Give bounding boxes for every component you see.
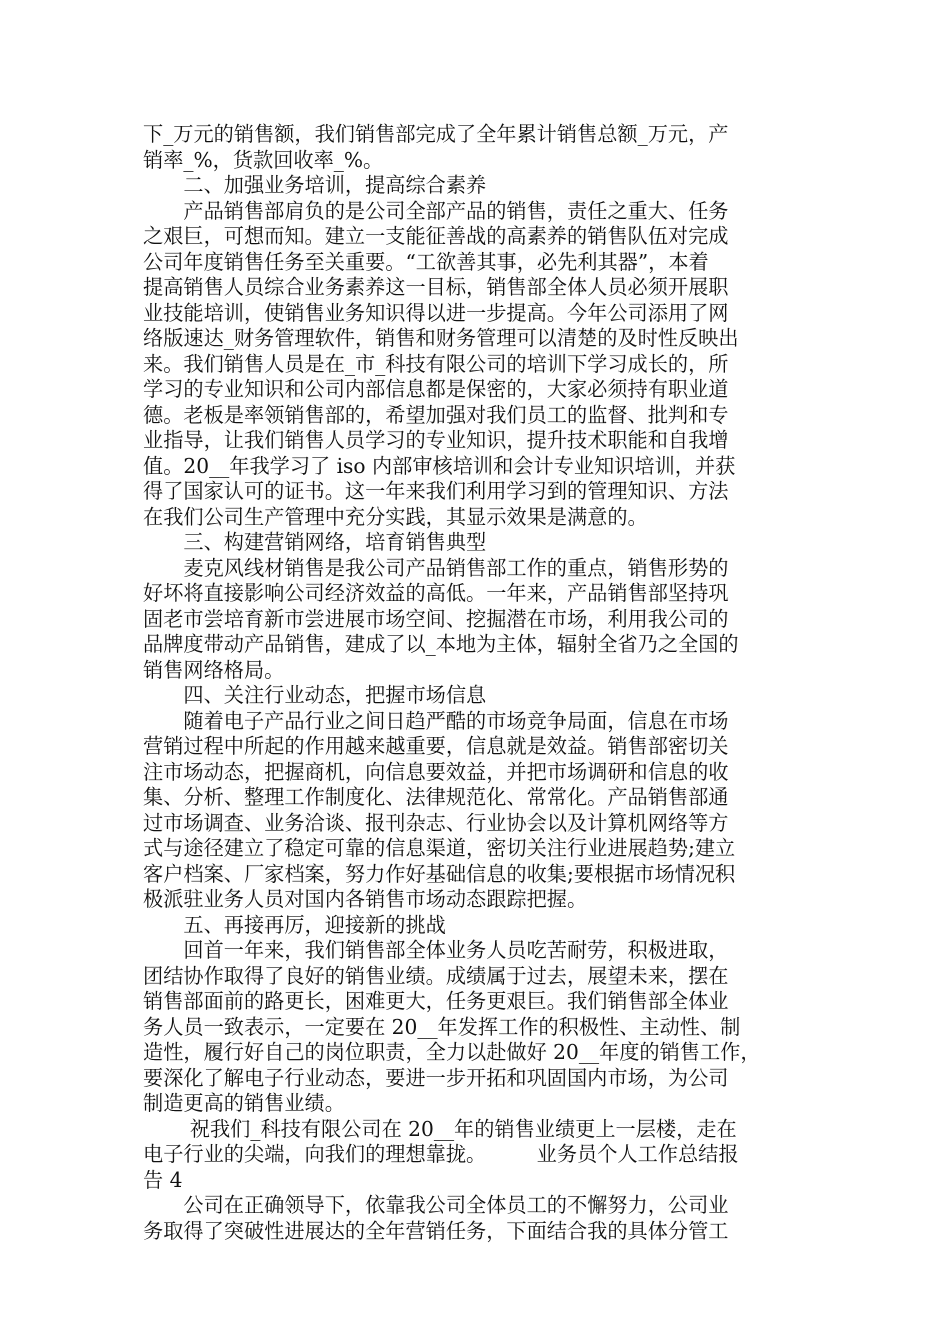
text-line: 造性，履行好自己的岗位职责，全力以赴做好 20__年度的销售工作， <box>143 1040 761 1064</box>
text-line: 制造更高的销售业绩。 <box>143 1091 345 1115</box>
text-line: 式与途径建立了稳定可靠的信息渠道，密切关注行业进展趋势;建立 <box>143 836 736 860</box>
text-line: 之艰巨，可想而知。建立一支能征善战的高素养的销售队伍对完成 <box>143 224 729 248</box>
section-heading: 四、关注行业动态，把握市场信息 <box>143 683 487 707</box>
text-line: 极派驻业务人员对国内各销售市场动态跟踪把握。 <box>143 887 588 911</box>
text-line: 客户档案、厂家档案，努力作好基础信息的收集;要根据市场情况积 <box>143 861 736 886</box>
text-line: 公司在正确领导下，依靠我公司全体员工的不懈努力，公司业 <box>143 1193 729 1217</box>
text-line: 过市场调查、业务洽谈、报刊杂志、行业协会以及计算机网络等方 <box>143 810 729 835</box>
text-line: 品牌度带动产品销售，建成了以_本地为主体，辐射全省乃之全国的 <box>143 632 739 656</box>
section-heading: 三、构建营销网络，培育销售典型 <box>143 530 487 554</box>
section-heading: 五、再接再厉，迎接新的挑战 <box>143 912 446 937</box>
text-line: 祝我们_科技有限公司在 20__年的销售业绩更上一层楼，走在 <box>143 1116 737 1141</box>
text-line: 务人员一致表示，一定要在 20__年发挥工作的积极性、主动性、制 <box>143 1014 741 1039</box>
text-line: 麦克风线材销售是我公司产品销售部工作的重点，销售形势的 <box>143 555 729 580</box>
text-line: 要深化了解电子行业动态，要进一步开拓和巩固国内市场，为公司 <box>143 1065 729 1090</box>
text-line: 提高销售人员综合业务素养这一目标，销售部全体人员必须开展职 <box>143 275 729 299</box>
text-line: 销售网络格局。 <box>143 657 285 682</box>
text-line: 在我们公司生产管理中充分实践，其显示效果是满意的。 <box>143 504 648 529</box>
text-line: 来。我们销售人员是在_市_科技有限公司的培训下学习成长的，所 <box>143 351 729 376</box>
text-line: 学习的专业知识和公司内部信息都是保密的，大家必须持有职业道 <box>143 377 729 401</box>
text-line: 销售部面前的路更长，困难更大，任务更艰巨。我们销售部全体业 <box>143 989 729 1013</box>
text-line: 团结协作取得了良好的销售业绩。成绩属于过去，展望未来，摆在 <box>143 963 729 988</box>
text-line: 业指导，让我们销售人员学习的专业知识，提升技术职能和自我增 <box>143 428 729 452</box>
text-line: 注市场动态，把握商机，向信息要效益，并把市场调研和信息的收 <box>143 759 729 784</box>
text-line: 好坏将直接影响公司经济效益的高低。一年来，产品销售部坚持巩 <box>143 581 729 605</box>
text-line: 告 4 <box>143 1167 183 1192</box>
text-line: 下_万元的销售额，我们销售部完成了全年累计销售总额_万元，产 <box>143 122 729 146</box>
text-line: 随着电子产品行业之间日趋严酷的市场竞争局面，信息在市场 <box>143 708 729 733</box>
text-line: 集、分析、整理工作制度化、法律规范化、常常化。产品销售部通 <box>143 785 729 809</box>
text-line: 产品销售部肩负的是公司全部产品的销售，责任之重大、任务 <box>143 198 729 223</box>
text-line: 德。老板是率领销售部的，希望加强对我们员工的监督、批判和专 <box>143 402 729 427</box>
text-line: 络版速达_财务管理软件，销售和财务管理可以清楚的及时性反映出 <box>143 326 739 350</box>
document-page <box>143 122 823 1244</box>
text-line: 业技能培训，使销售业务知识得以进一步提高。今年公司添用了网 <box>143 300 729 325</box>
text-line: 回首一年来，我们销售部全体业务人员吃苦耐劳，积极进取， <box>143 938 729 962</box>
section-heading: 二、加强业务培训，提高综合素养 <box>143 173 487 197</box>
text-line: 营销过程中所起的作用越来越重要，信息就是效益。销售部密切关 <box>143 734 729 758</box>
text-line: 得了国家认可的证书。这一年来我们利用学习到的管理知识、方法 <box>143 479 729 503</box>
text-line: 值。20__年我学习了 iso 内部审核培训和会计专业知识培训，并获 <box>143 453 736 478</box>
text-line: 电子行业的尖端，向我们的理想靠拢。 业务员个人工作总结报 <box>143 1142 739 1166</box>
text-line: 务取得了突破性进展达的全年营销任务，下面结合我的具体分管工 <box>143 1218 729 1243</box>
text-line: 销率_%，货款回收率_%。 <box>143 147 384 172</box>
text-line: 固老市尝培育新市尝进展市场空间、挖掘潜在市场，利用我公司的 <box>143 606 729 631</box>
text-line: 公司年度销售任务至关重要。“工欲善其事，必先利其器”，本着 <box>143 249 709 274</box>
